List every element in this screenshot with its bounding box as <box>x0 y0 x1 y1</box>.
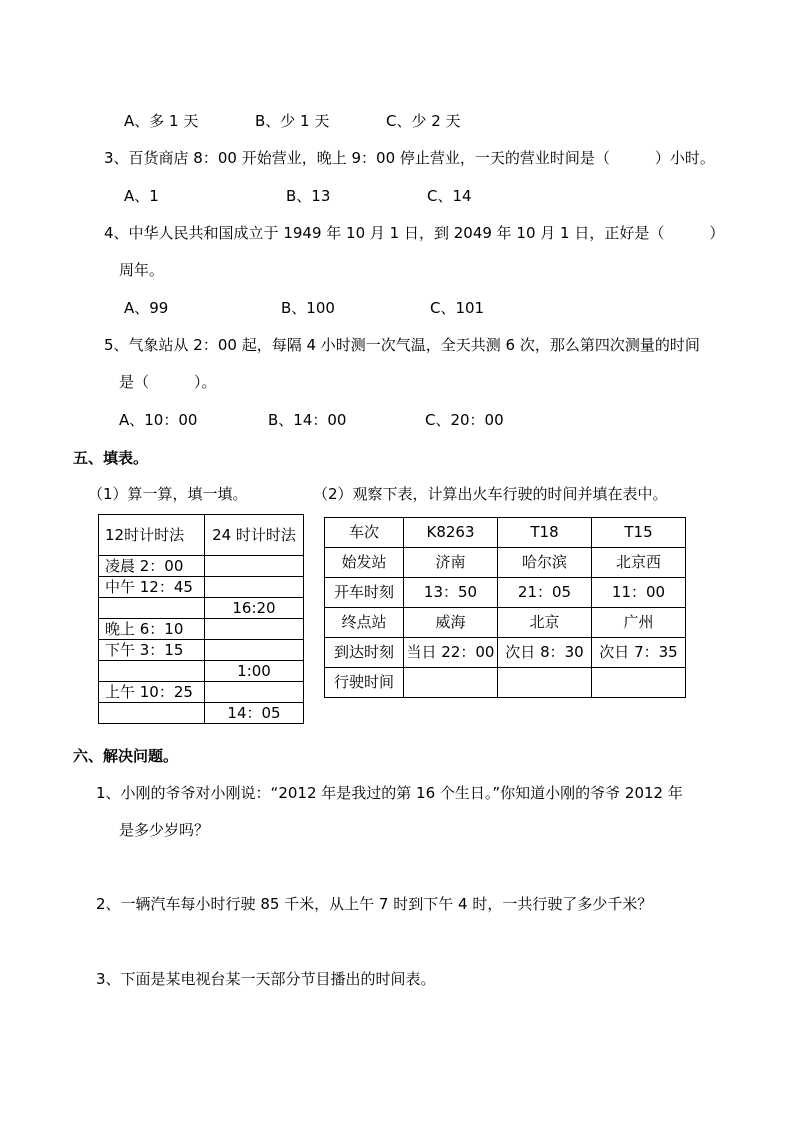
cell-12h <box>99 661 205 682</box>
q2-option-a: A、多 1 天 <box>124 112 199 130</box>
table-cell: T18 <box>498 518 592 548</box>
table-cell: 21：05 <box>498 578 592 608</box>
table-cell: 11：00 <box>592 578 686 608</box>
q2-option-b: B、少 1 天 <box>255 112 330 130</box>
header-24h: 24 时计时法 <box>205 515 304 556</box>
table-row <box>99 640 304 661</box>
problem1-text-continued: 是多少岁吗？ <box>119 821 210 839</box>
cell-24h: 16:20 <box>205 598 304 619</box>
table-cell <box>498 668 592 698</box>
table-cell: 次日 8：30 <box>498 638 592 668</box>
table-cell: 北京 <box>498 608 592 638</box>
table-row <box>325 548 686 578</box>
row-label: 到达时刻 <box>325 638 404 668</box>
cell-24h <box>205 619 304 640</box>
table-cell: 当日 22：00 <box>404 638 498 668</box>
problem3-text: 3、下面是某电视台某一天部分节目播出的时间表。 <box>96 970 436 988</box>
table-row <box>99 661 304 682</box>
table-row <box>99 577 304 598</box>
cell-12h: 下午 3：15 <box>99 640 205 661</box>
q5-text-continued: 是（ ）。 <box>119 373 217 391</box>
cell-12h: 凌晨 2：00 <box>99 556 205 577</box>
q4-option-c: C、101 <box>430 299 485 317</box>
table-cell <box>404 668 498 698</box>
table-row <box>325 578 686 608</box>
cell-12h: 中午 12：45 <box>99 577 205 598</box>
row-label: 终点站 <box>325 608 404 638</box>
row-label: 始发站 <box>325 548 404 578</box>
q5-option-b: B、14：00 <box>268 411 347 429</box>
q3-option-c: C、14 <box>427 187 472 205</box>
table-cell <box>592 668 686 698</box>
q3-option-b: B、13 <box>286 187 331 205</box>
table-row <box>99 703 304 724</box>
table-cell: 广州 <box>592 608 686 638</box>
table-cell: 北京西 <box>592 548 686 578</box>
q5-option-a: A、10：00 <box>119 411 198 429</box>
cell-24h <box>205 556 304 577</box>
part2-label: （2）观察下表，计算出火车行驶的时间并填在表中。 <box>313 485 668 503</box>
table-cell: K8263 <box>404 518 498 548</box>
cell-24h <box>205 640 304 661</box>
table-cell: 哈尔滨 <box>498 548 592 578</box>
q4-option-a: A、99 <box>124 299 169 317</box>
row-label: 行驶时间 <box>325 668 404 698</box>
cell-12h: 上午 10：25 <box>99 682 205 703</box>
cell-24h: 1:00 <box>205 661 304 682</box>
q5-text: 5、气象站从 2：00 起，每隔 4 小时测一次气温，全天共测 6 次，那么第四次测量的时间 <box>104 336 700 354</box>
cell-12h <box>99 598 205 619</box>
q2-option-c: C、少 2 天 <box>386 112 461 130</box>
header-12h: 12时计时法 <box>99 515 205 556</box>
table-cell: 次日 7：35 <box>592 638 686 668</box>
q4-option-b: B、100 <box>281 299 335 317</box>
q3-option-a: A、1 <box>124 187 159 205</box>
problem2-text: 2、一辆汽车每小时行驶 85 千米，从上午 7 时到下午 4 时，一共行驶了多少千米？ <box>96 895 653 913</box>
section5-title: 五、填表。 <box>73 449 149 467</box>
cell-24h <box>205 577 304 598</box>
row-label: 开车时刻 <box>325 578 404 608</box>
table-header-row <box>99 515 304 556</box>
table-row <box>325 608 686 638</box>
row-label: 车次 <box>325 518 404 548</box>
cell-12h: 晚上 6：10 <box>99 619 205 640</box>
table-row <box>325 668 686 698</box>
problem1-text: 1、小刚的爷爷对小刚说：“2012 年是我过的第 16 个生日。”你知道小刚的爷爷 2012 年 <box>96 784 683 802</box>
table-row <box>99 598 304 619</box>
q5-option-c: C、20：00 <box>425 411 504 429</box>
train-schedule-table <box>324 517 686 698</box>
table-row <box>99 619 304 640</box>
part1-label: （1）算一算，填一填。 <box>88 485 248 503</box>
cell-24h <box>205 682 304 703</box>
section6-title: 六、解决问题。 <box>73 747 179 765</box>
table-row <box>325 638 686 668</box>
table-row <box>325 518 686 548</box>
table-cell: T15 <box>592 518 686 548</box>
table-row <box>99 556 304 577</box>
cell-12h <box>99 703 205 724</box>
table-cell: 济南 <box>404 548 498 578</box>
table-cell: 13：50 <box>404 578 498 608</box>
table-row <box>99 682 304 703</box>
cell-24h: 14：05 <box>205 703 304 724</box>
q4-text-continued: 周年。 <box>119 261 165 279</box>
table-cell: 威海 <box>404 608 498 638</box>
q3-text: 3、百货商店 8：00 开始营业，晚上 9：00 停止营业，一天的营业时间是（ ）小时。 <box>104 149 715 167</box>
q4-text: 4、中华人民共和国成立于 1949 年 10 月 1 日，到 2049 年 10 月 1 日，正好是（ ） <box>104 224 725 242</box>
time-conversion-table <box>98 514 304 724</box>
